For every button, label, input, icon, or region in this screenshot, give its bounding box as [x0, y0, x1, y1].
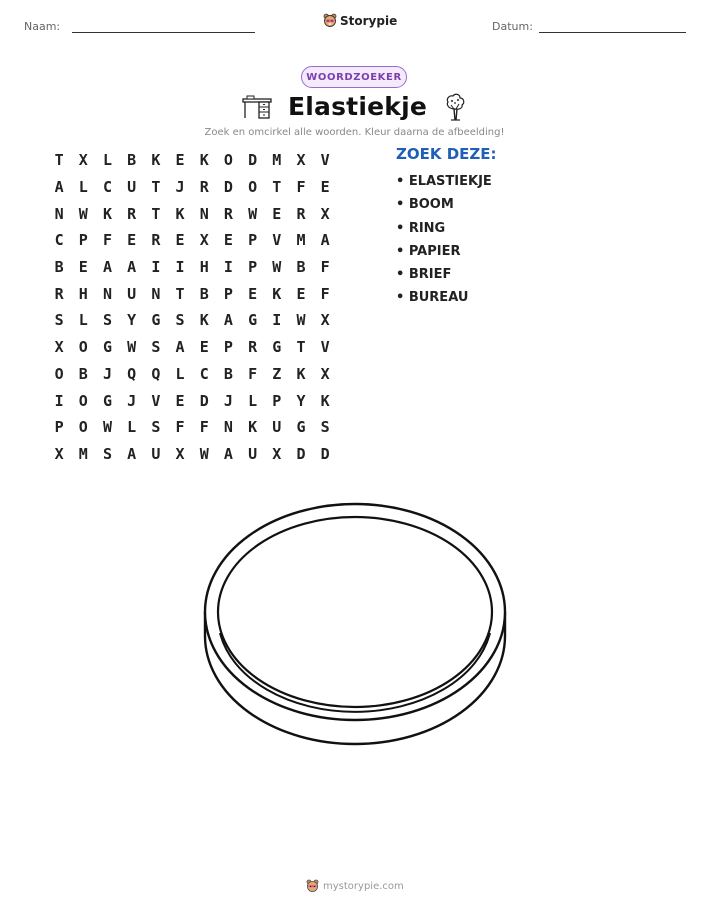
grid-letter[interactable]: S: [54, 311, 64, 330]
date-line[interactable]: [539, 32, 686, 33]
grid-row: [47, 361, 337, 388]
grid-row: [47, 414, 337, 441]
grid-letter[interactable]: V: [151, 391, 161, 410]
grid-letter[interactable]: B: [199, 284, 209, 303]
grid-letter[interactable]: D: [296, 444, 306, 463]
grid-row: [47, 307, 337, 334]
grid-letter[interactable]: T: [272, 178, 282, 197]
tree-icon: [443, 93, 467, 121]
grid-letter[interactable]: R: [223, 204, 233, 223]
grid-letter[interactable]: G: [151, 311, 161, 330]
name-label: Naam:: [24, 20, 61, 33]
grid-row: [47, 280, 337, 307]
brand-logo: [323, 13, 397, 28]
grid-letter[interactable]: N: [223, 418, 233, 437]
grid-letter[interactable]: R: [54, 284, 64, 303]
grid-letter[interactable]: L: [248, 391, 258, 410]
grid-letter[interactable]: T: [151, 204, 161, 223]
grid-letter[interactable]: S: [175, 311, 185, 330]
grid-letter[interactable]: P: [248, 231, 258, 250]
grid-letter[interactable]: T: [175, 284, 185, 303]
grid-letter[interactable]: Q: [127, 364, 137, 383]
footer: [306, 879, 404, 893]
bear-logo-icon: [323, 13, 337, 28]
brand-name: Storypie: [340, 13, 398, 28]
grid-letter[interactable]: K: [151, 151, 161, 170]
grid-letter[interactable]: K: [175, 204, 185, 223]
grid-letter[interactable]: O: [78, 418, 88, 437]
grid-letter[interactable]: X: [78, 151, 88, 170]
grid-letter[interactable]: C: [54, 231, 64, 250]
grid-letter[interactable]: O: [223, 151, 233, 170]
grid-letter[interactable]: A: [175, 338, 185, 357]
grid-letter[interactable]: P: [54, 418, 64, 437]
grid-letter[interactable]: O: [248, 178, 258, 197]
grid-letter[interactable]: E: [78, 258, 88, 277]
word-list-item: • BOOM: [396, 197, 454, 213]
grid-letter[interactable]: S: [102, 311, 112, 330]
grid-letter[interactable]: F: [320, 284, 330, 303]
grid-letter[interactable]: B: [54, 258, 64, 277]
bear-logo-icon: [306, 879, 319, 893]
grid-letter[interactable]: U: [272, 418, 282, 437]
rubber-band-coloring-image[interactable]: [200, 488, 510, 750]
grid-letter[interactable]: L: [127, 418, 137, 437]
grid-letter[interactable]: G: [272, 338, 282, 357]
grid-letter[interactable]: E: [296, 284, 306, 303]
grid-letter[interactable]: D: [223, 178, 233, 197]
grid-letter[interactable]: B: [127, 151, 137, 170]
grid-letter[interactable]: K: [199, 151, 209, 170]
grid-row: [47, 441, 337, 468]
grid-letter[interactable]: R: [199, 178, 209, 197]
grid-letter[interactable]: O: [78, 391, 88, 410]
grid-row: [47, 387, 337, 414]
grid-letter[interactable]: A: [127, 444, 137, 463]
grid-letter[interactable]: T: [151, 178, 161, 197]
grid-letter[interactable]: J: [102, 364, 112, 383]
grid-letter[interactable]: F: [102, 231, 112, 250]
grid-letter[interactable]: E: [175, 151, 185, 170]
grid-letter[interactable]: U: [127, 284, 137, 303]
grid-letter[interactable]: M: [78, 444, 88, 463]
word-list-item: • RING: [396, 220, 446, 236]
grid-letter[interactable]: G: [102, 391, 112, 410]
grid-letter[interactable]: G: [102, 338, 112, 357]
grid-letter[interactable]: I: [223, 258, 233, 277]
grid-letter[interactable]: R: [151, 231, 161, 250]
grid-letter[interactable]: X: [54, 444, 64, 463]
grid-letter[interactable]: A: [102, 258, 112, 277]
grid-letter[interactable]: P: [248, 258, 258, 277]
grid-letter[interactable]: E: [320, 178, 330, 197]
word-list: [396, 170, 492, 310]
grid-letter[interactable]: R: [296, 204, 306, 223]
grid-letter[interactable]: X: [199, 231, 209, 250]
grid-letter[interactable]: W: [272, 258, 282, 277]
grid-letter[interactable]: B: [223, 364, 233, 383]
grid-letter[interactable]: E: [127, 231, 137, 250]
grid-letter[interactable]: V: [320, 338, 330, 357]
grid-letter[interactable]: N: [151, 284, 161, 303]
grid-letter[interactable]: F: [248, 364, 258, 383]
grid-letter[interactable]: W: [296, 311, 306, 330]
grid-letter[interactable]: P: [223, 338, 233, 357]
grid-letter[interactable]: U: [151, 444, 161, 463]
grid-letter[interactable]: Y: [127, 311, 137, 330]
grid-letter[interactable]: H: [199, 258, 209, 277]
page-title: Elastiekje: [287, 92, 428, 121]
grid-letter[interactable]: V: [272, 231, 282, 250]
grid-letter[interactable]: S: [320, 418, 330, 437]
grid-letter[interactable]: X: [320, 311, 330, 330]
grid-letter[interactable]: W: [127, 338, 137, 357]
grid-letter[interactable]: J: [175, 178, 185, 197]
grid-letter[interactable]: P: [272, 391, 282, 410]
grid-letter[interactable]: N: [54, 204, 64, 223]
grid-letter[interactable]: X: [272, 444, 282, 463]
grid-letter[interactable]: U: [127, 178, 137, 197]
name-line[interactable]: [72, 32, 255, 33]
grid-letter[interactable]: D: [320, 444, 330, 463]
grid-letter[interactable]: I: [272, 311, 282, 330]
grid-letter[interactable]: A: [223, 311, 233, 330]
grid-letter[interactable]: D: [248, 151, 258, 170]
grid-letter[interactable]: K: [272, 284, 282, 303]
grid-letter[interactable]: K: [199, 311, 209, 330]
footer-url[interactable]: mystorypie.com: [323, 880, 404, 892]
grid-letter[interactable]: O: [78, 338, 88, 357]
grid-letter[interactable]: L: [78, 311, 88, 330]
grid-letter[interactable]: K: [320, 391, 330, 410]
date-label: Datum:: [492, 20, 533, 33]
grid-letter[interactable]: S: [151, 338, 161, 357]
grid-letter[interactable]: L: [102, 151, 112, 170]
grid-letter[interactable]: E: [175, 391, 185, 410]
grid-letter[interactable]: U: [248, 444, 258, 463]
grid-letter[interactable]: S: [151, 418, 161, 437]
desk-icon: [242, 95, 272, 119]
grid-letter[interactable]: A: [127, 258, 137, 277]
grid-letter[interactable]: J: [223, 391, 233, 410]
word-list-item: • BUREAU: [396, 290, 469, 306]
word-list-item: • BRIEF: [396, 267, 452, 283]
grid-letter[interactable]: G: [248, 311, 258, 330]
grid-row: [47, 227, 337, 254]
grid-letter[interactable]: O: [54, 364, 64, 383]
word-search-grid[interactable]: [47, 147, 337, 467]
grid-letter[interactable]: P: [223, 284, 233, 303]
grid-letter[interactable]: C: [102, 178, 112, 197]
grid-letter[interactable]: R: [127, 204, 137, 223]
grid-row: [47, 254, 337, 281]
grid-letter[interactable]: Q: [151, 364, 161, 383]
grid-letter[interactable]: I: [175, 258, 185, 277]
grid-letter[interactable]: M: [272, 151, 282, 170]
grid-row: [47, 147, 337, 174]
grid-letter[interactable]: I: [151, 258, 161, 277]
word-list-item: • PAPIER: [396, 243, 461, 259]
grid-letter[interactable]: X: [175, 444, 185, 463]
grid-letter[interactable]: A: [320, 231, 330, 250]
grid-letter[interactable]: W: [78, 204, 88, 223]
grid-letter[interactable]: L: [78, 178, 88, 197]
grid-letter[interactable]: X: [320, 204, 330, 223]
grid-letter[interactable]: W: [199, 444, 209, 463]
grid-letter[interactable]: V: [320, 151, 330, 170]
title-row: [0, 92, 709, 121]
grid-row: [47, 200, 337, 227]
grid-letter[interactable]: X: [320, 364, 330, 383]
grid-letter[interactable]: W: [102, 418, 112, 437]
grid-letter[interactable]: T: [296, 338, 306, 357]
grid-letter[interactable]: N: [199, 204, 209, 223]
grid-letter[interactable]: L: [175, 364, 185, 383]
grid-letter[interactable]: C: [199, 364, 209, 383]
grid-letter[interactable]: D: [199, 391, 209, 410]
grid-letter[interactable]: E: [199, 338, 209, 357]
grid-letter[interactable]: N: [102, 284, 112, 303]
word-list-heading: ZOEK DEZE:: [396, 145, 497, 163]
grid-letter[interactable]: J: [127, 391, 137, 410]
grid-letter[interactable]: M: [296, 231, 306, 250]
grid-letter[interactable]: F: [296, 178, 306, 197]
grid-letter[interactable]: K: [296, 364, 306, 383]
grid-letter[interactable]: E: [223, 231, 233, 250]
grid-letter[interactable]: Z: [272, 364, 282, 383]
grid-letter[interactable]: B: [296, 258, 306, 277]
grid-letter[interactable]: E: [248, 284, 258, 303]
grid-letter[interactable]: A: [223, 444, 233, 463]
grid-letter[interactable]: R: [248, 338, 258, 357]
grid-letter[interactable]: X: [296, 151, 306, 170]
word-list-item: • ELASTIEKJE: [396, 174, 492, 189]
grid-letter[interactable]: I: [54, 391, 64, 410]
grid-letter[interactable]: E: [272, 204, 282, 223]
instructions: Zoek en omcirkel alle woorden. Kleur daarna de afbeelding!: [204, 127, 505, 138]
grid-letter[interactable]: K: [248, 418, 258, 437]
grid-row: [47, 334, 337, 361]
grid-letter[interactable]: A: [54, 178, 64, 197]
grid-letter[interactable]: F: [175, 418, 185, 437]
grid-letter[interactable]: H: [78, 284, 88, 303]
grid-letter[interactable]: K: [102, 204, 112, 223]
grid-letter[interactable]: P: [78, 231, 88, 250]
grid-letter[interactable]: G: [296, 418, 306, 437]
grid-letter[interactable]: B: [78, 364, 88, 383]
grid-letter[interactable]: F: [199, 418, 209, 437]
grid-letter[interactable]: Y: [296, 391, 306, 410]
grid-letter[interactable]: E: [175, 231, 185, 250]
grid-letter[interactable]: S: [102, 444, 112, 463]
grid-letter[interactable]: W: [248, 204, 258, 223]
worksheet-type-badge: WOORDZOEKER: [301, 66, 407, 88]
grid-row: [47, 174, 337, 201]
grid-letter[interactable]: T: [54, 151, 64, 170]
grid-letter[interactable]: X: [54, 338, 64, 357]
grid-letter[interactable]: F: [320, 258, 330, 277]
